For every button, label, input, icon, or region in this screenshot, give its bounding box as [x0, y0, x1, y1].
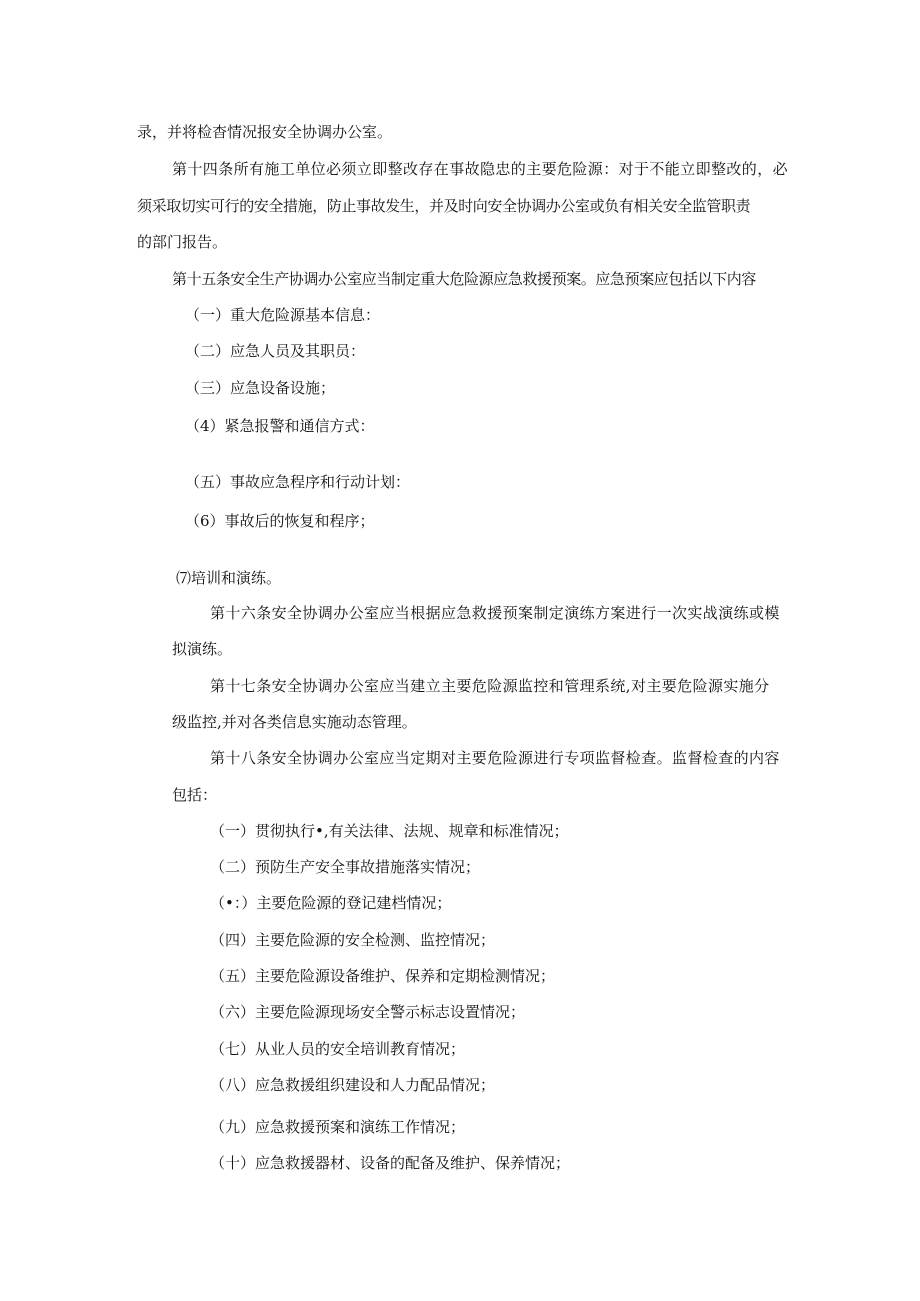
check-item-5: （五）主要危险源设备维护、保养和定期检测情况； [210, 967, 556, 985]
text-line-8: 第十七条安全协调办公室应当建立主要危险源监控和管理系统,对主要危险源实施分 [210, 677, 770, 695]
text-line-6: 第十六条安全协调办公室应当根据应急救援预案制定演练方案进行一次实战演练或模 [210, 604, 780, 622]
text-line-10: 第十八条安全协调办公室应当定期对主要危险源进行专项监督检查。监督检查的内容 [210, 749, 780, 767]
list-item-7: ⑺培训和演练。 [176, 569, 282, 587]
text-line-11: 包括： [172, 786, 218, 804]
check-item-6: （六）主要危险源现场安全警示标志设置情况； [210, 1003, 526, 1021]
check-item-9: （九）应急救援预案和演练工作情况； [210, 1118, 466, 1136]
check-item-10: （十）应急救援器材、设备的配备及维护、保养情况； [210, 1154, 571, 1172]
check-item-1: （一）贯彻执行•,有关法律、法规、规章和标准情况； [210, 822, 569, 840]
list-item-2: （二）应急人员及其职员： [185, 342, 366, 360]
check-item-8: （八）应急救援组织建设和人力配品情况； [210, 1076, 496, 1094]
text-line-1: 录，并将检杳情况报安全协调办公室。 [137, 123, 393, 141]
list-item-5: （五）事故应急程序和行动计划： [185, 473, 411, 491]
list-item-1: （一）重大危险源基本信息： [185, 306, 381, 324]
text-line-2: 第十四条所有施工单位必须立即整改存在事故隐忠的主要危险源：对于不能立即整改的，必 [172, 160, 789, 178]
text-line-7: 拟演练。 [172, 640, 233, 658]
check-item-2: （二）预防生产安全事故措施落实情况； [210, 858, 481, 876]
list-item-6: （6）事故后的恢复和程序； [185, 512, 375, 530]
text-line-3: 须采取切实可行的安全措施，防止事故发生，并及时向安全协调办公室或负有相关安全监管职责 [137, 197, 751, 215]
list-item-4: （4）紧急报警和通信方式： [185, 417, 375, 435]
check-item-4: （四）主要危险源的安全检测、监控情况； [210, 931, 496, 949]
check-item-3: （•：）主要危险源的登记建档情况； [210, 894, 452, 912]
text-line-4: 的部门报告。 [137, 233, 228, 251]
check-item-7: （七）从业人员的安全培训教育情况； [210, 1040, 466, 1058]
text-line-9: 级监控,并对各类信息实施动态管理。 [172, 713, 417, 731]
text-line-5: 第十五条安全生产协调办公室应当制定重大危险源应急救援预案。应急预案应包括以下内容 [172, 270, 757, 288]
list-item-3: （三）应急设备设施； [185, 379, 336, 397]
